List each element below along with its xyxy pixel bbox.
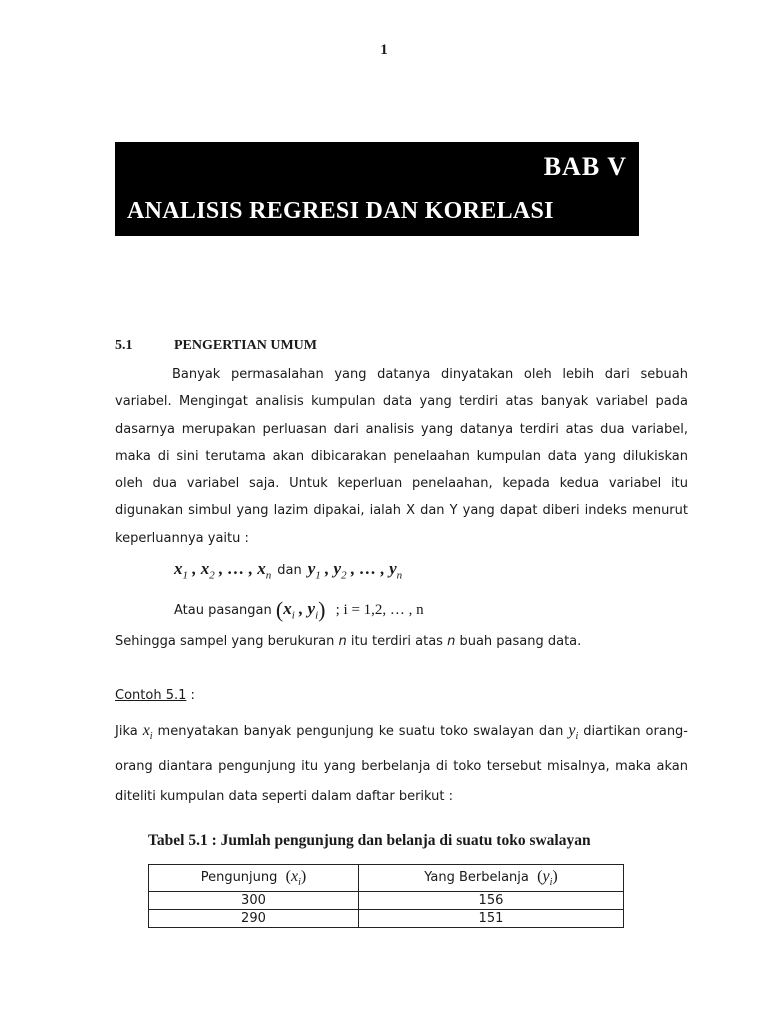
- table-row: [149, 892, 624, 910]
- section-number: 5.1: [115, 338, 133, 353]
- table-header-row: [149, 865, 624, 892]
- chapter-label: BAB V: [543, 152, 627, 181]
- cell-pengunjung: 290: [149, 910, 359, 928]
- summary-part1: Sehingga sampel yang berukuran: [115, 634, 339, 649]
- summary-n2: n: [447, 634, 456, 649]
- intro-paragraph: [115, 361, 688, 552]
- index-range: ; i = 1,2, … , n: [335, 602, 424, 618]
- section-title: PENGERTIAN UMUM: [174, 338, 318, 353]
- example-jika: Jika: [115, 724, 143, 739]
- header-pengunjung-label: Pengunjung: [200, 869, 278, 885]
- example-heading: [115, 688, 195, 703]
- pair-formula: Atau pasangan ($x_i$ , $y_i$) ; i = 1,2, … , n: [174, 597, 424, 622]
- table-row: [149, 910, 624, 928]
- example-label: Contoh 5.1: [115, 688, 187, 703]
- chapter-title: ANALISIS REGRESI DAN KORELASI: [127, 198, 554, 224]
- example-colon: :: [186, 688, 195, 703]
- variable-sequence-formula: $x_1$ , $x_2$ , … , $x_n$ dan $y_1$ , $y_2$ , … , $y_n$: [174, 559, 403, 582]
- pair-prefix: Atau pasangan: [174, 603, 272, 618]
- intro-text: Banyak permasalahan yang datanya dinyatakan oleh lebih dari sebuah variabel. Mengingat analisis kumpulan data yang terdiri atas banyak variabel pada dasarnya merupakan perluasan dari analisis yang datanya terdiri atas dua variabel, maka di sini terutama akan dibicarakan penelaahan kumpulan data yang dilukiskan oleh dua variabel saja. Untuk keperluan penelaahan, kepada kedua variabel itu digunakan simbul yang lazim dipakai, ialah X dan Y yang dapat diberi indeks menurut keperluannya yaitu :: [115, 367, 688, 546]
- header-pengunjung: Pengunjung $(x_i)$: [149, 865, 359, 892]
- dan-word: dan: [277, 563, 302, 578]
- header-berbelanja: Yang Berbelanja $(y_i)$: [358, 865, 623, 892]
- summary-n1: n: [338, 634, 347, 649]
- cell-berbelanja: 156: [358, 892, 623, 910]
- page-number: 1: [380, 42, 388, 58]
- summary-part3: buah pasang data.: [455, 634, 582, 649]
- data-table: [148, 864, 624, 928]
- header-berbelanja-label: Yang Berbelanja: [424, 869, 529, 885]
- summary-sentence: [115, 634, 581, 649]
- chapter-banner: [115, 142, 639, 236]
- table-caption: Tabel 5.1 : Jumlah pengunjung dan belanja di suatu toko swalayan: [148, 832, 591, 849]
- summary-part2: itu terdiri atas: [346, 634, 448, 649]
- cell-berbelanja: 151: [358, 910, 623, 928]
- example-paragraph: Jika $x_i$ menyatakan banyak pengunjung ke suatu toko swalayan dan $y_i$ diartikan orang-orang diantara pengunjung itu yang berbelanja di toko tersebut misalnya, maka akan diteliti kumpulan data seperti dalam daftar berikut :: [115, 722, 688, 805]
- example-text2: diartikan orang-orang diantara pengunjung itu yang berbelanja di toko tersebut misalnya, maka akan diteliti kumpulan data seperti dalam daftar berikut :: [115, 724, 688, 805]
- cell-pengunjung: 300: [149, 892, 359, 910]
- example-text1: menyatakan banyak pengunjung ke suatu toko swalayan dan: [152, 724, 569, 739]
